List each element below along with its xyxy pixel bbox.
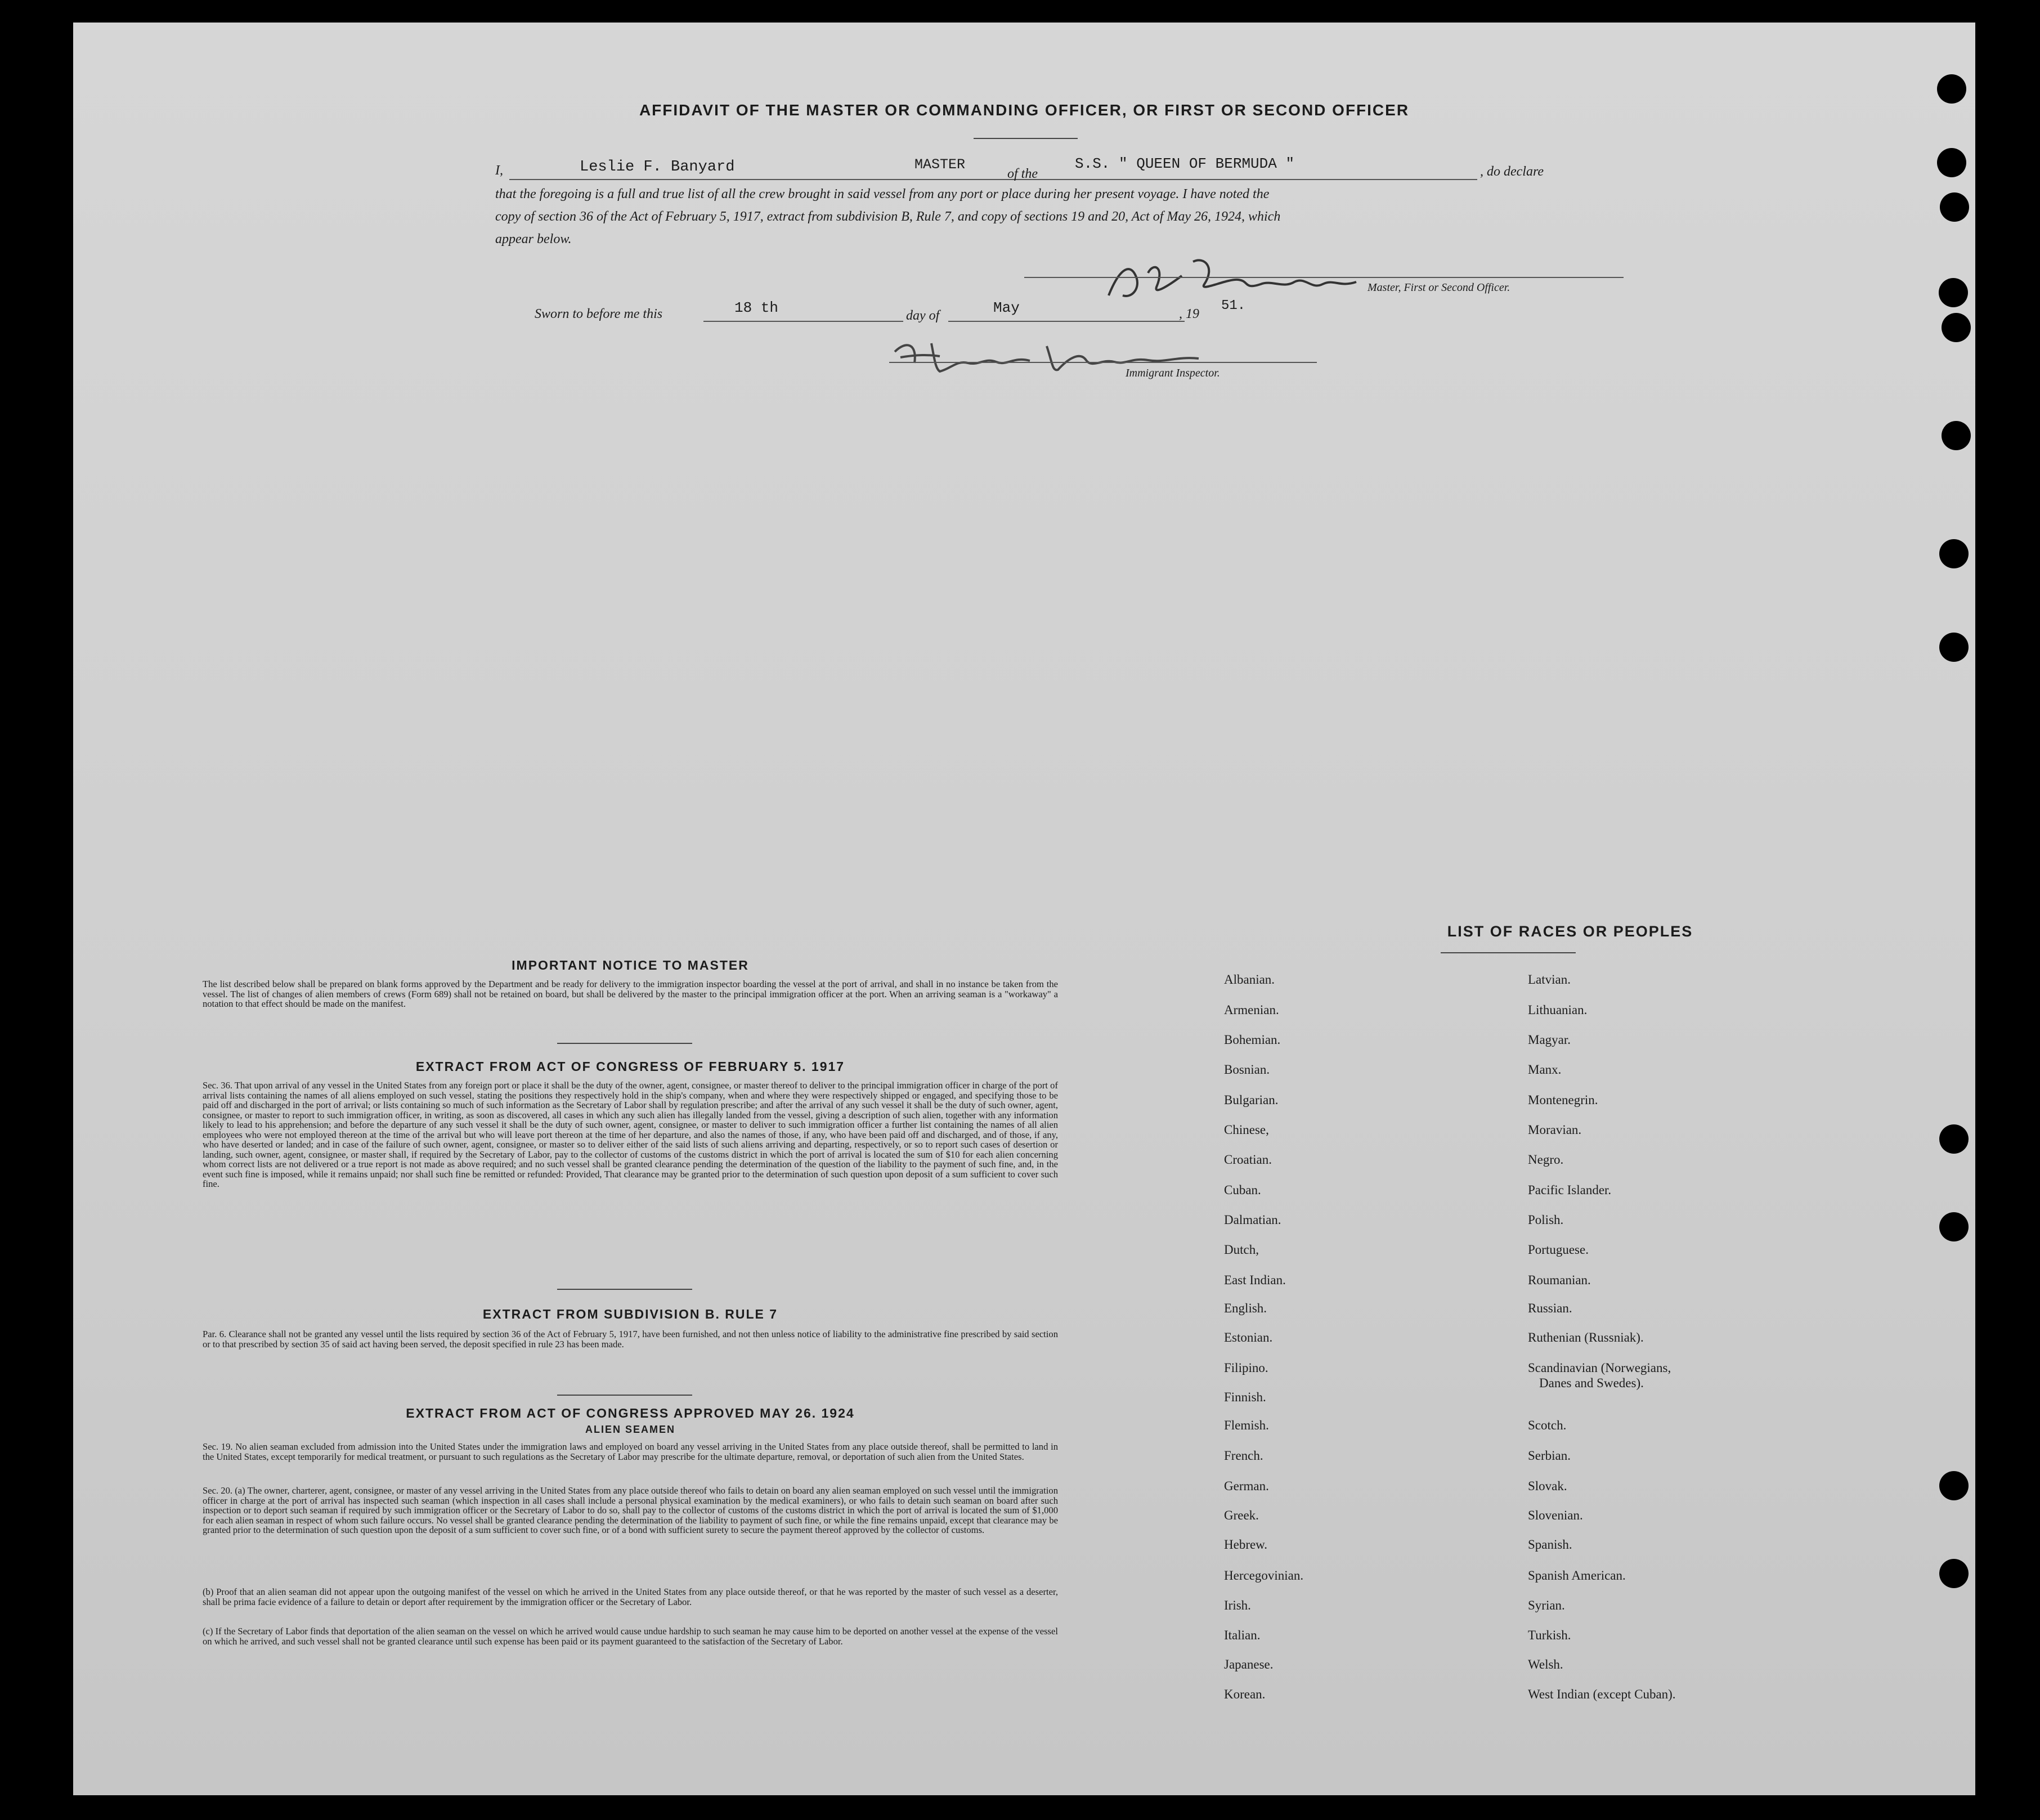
race-item: Moravian. <box>1528 1123 1582 1137</box>
year-suffix: 51. <box>1221 298 1246 313</box>
punch-hole <box>1937 74 1966 104</box>
race-item: Bohemian. <box>1224 1033 1281 1047</box>
sec-19-paragraph: Sec. 19. No alien seaman excluded from admission into the United States under the immigration laws and employed on board any vessel arriving in the United States from any place outside thereof, shall be permitted to land in the United States, except temporarily for medical treatment, or pursuant to such regulations as the Secretary of Labor may prescribe for the ultimate departure, removal, or deportation of such alien from the United States. <box>203 1441 1058 1462</box>
race-item: Scandinavian (Norwegians, <box>1528 1361 1671 1375</box>
race-item: Ruthenian (Russniak). <box>1528 1330 1644 1344</box>
race-item: Chinese, <box>1224 1123 1269 1137</box>
extract-rule7-body: Par. 6. Clearance shall not be granted any vessel until the lists required by section 36 of the Act of February 5, 1917, have been furnished, and not then unless notice of liability to the administrative fine prescribed by said section or to that prescribed by section 35 of said act having been served, the deposit specified in rule 23 has been made. <box>203 1329 1058 1350</box>
race-item: Lithuanian. <box>1528 1003 1588 1017</box>
race-item: Italian. <box>1224 1628 1261 1642</box>
race-item: Latvian. <box>1528 972 1571 987</box>
race-item: English. <box>1224 1301 1267 1315</box>
race-item: Negro. <box>1528 1153 1564 1167</box>
year-prefix: , 19 <box>1179 307 1199 321</box>
race-item: Dutch, <box>1224 1243 1259 1257</box>
race-item: Magyar. <box>1528 1033 1571 1047</box>
master-caption: Master, First or Second Officer. <box>1368 281 1510 294</box>
race-item: Turkish. <box>1528 1628 1571 1642</box>
sec-20a-paragraph: Sec. 20. (a) The owner, charterer, agent, consignee, or master of any vessel arriving in the United States from any place outside thereof who fails to detain on board any alien seaman employed on such vessel until the immigration officer in charge at the port of arrival has inspected such seaman (which inspection in all cases shall include a personal physical examination by the medical examiners), or who fails to detain such seaman on board after such inspection or to deport such seaman if required by such immigration officer or the Secretary of Labor to do so, shall pay to the collector of customs of the customs district in which the port of arrival is located the sum of $1,000 for each alien seaman in respect of whom such failure occurs. No vessel shall be granted clearance pending the determination of the liability to payment of such fine, or while the fine remains unpaid, except that clearance may be granted prior to the determination of such question upon the deposit of a sum sufficient to cover such fine, or of a bond with sufficient surety to secure the payment thereof approved by the collector of customs. <box>203 1485 1058 1535</box>
race-item: Slovenian. <box>1528 1508 1583 1522</box>
extract-rule7-title: EXTRACT FROM SUBDIVISION B. RULE 7 <box>482 1307 778 1321</box>
notice-body: The list described below shall be prepared on blank forms approved by the Department and be ready for delivery to the immigration inspector boarding the vessel at the port of arrival, and shall in no instance be taken from the vessel. The list of changes of alien members of crews (Form 689) shall not be retained on board, but shall be delivered by the master to the principal immigration officer at the port. When an arriving seaman is a "workaway" a notation to that effect should be made on the manifest. <box>203 979 1058 1009</box>
race-item: Danes and Swedes). <box>1539 1376 1644 1390</box>
race-item: Russian. <box>1528 1301 1572 1315</box>
sec-20b-paragraph: (b) Proof that an alien seaman did not appear upon the outgoing manifest of the vessel on which he arrived in the United States from any place outside thereof, or that he was reported by the master of such vessel as a deserter, shall be prima facie evidence of a failure to detain or deport after requirement by the immigration officer or the Secretary of Labor. <box>203 1586 1058 1607</box>
punch-hole <box>1939 1212 1969 1241</box>
race-item: Pacific Islander. <box>1528 1183 1612 1197</box>
race-item: Slovak. <box>1528 1479 1567 1493</box>
punch-hole <box>1939 633 1969 662</box>
extract-1917-title: EXTRACT FROM ACT OF CONGRESS OF FEBRUARY 5. 1917 <box>415 1059 845 1074</box>
extract-1917-rule <box>557 1289 692 1290</box>
race-item: Irish. <box>1224 1598 1251 1612</box>
race-item: Hercegovinian. <box>1224 1568 1304 1583</box>
race-item: Croatian. <box>1224 1153 1272 1167</box>
race-item: Estonian. <box>1224 1330 1273 1344</box>
extract-1917-body: Sec. 36. That upon arrival of any vessel in the United States from any foreign port or place it shall be the duty of the owner, agent, consignee, or master thereof to deliver to the principal immigration officer in charge of the port of arrival lists containing the names of all aliens employed on such vessel, stating the positions they respectively hold in the ship's company, when and where they were respectively shipped or engaged, and specifying those to be paid off and discharged in the port of arrival; or lists containing so much of such information as the Secretary of Labor shall by regulation prescribe; and after the arrival of any such vessel it shall be the duty of such owner, agent, consignee, or master to report to such immigration officer, in writing, as soon as discovered, all cases in which any such alien has illegally landed from the vessel, giving a description of such alien, together with any information likely to lead to his apprehension; and before the departure of any such vessel it shall be the duty of such owner, agent, consignee, or master to deliver to such immigration officer a further list containing the names of all alien employees who were not employed thereon at the time of the arrival but who will leave port thereon at the time of her departure, and also the names of those, if any, who have been paid off and discharged, and of those, if any, who have deserted or landed; and in case of the failure of such owner, agent, consignee, or master so to deliver either of the said lists of such aliens arriving and departing, respectively, or so to report such cases of desertion or landing, such owner, agent, consignee, or master shall, if required by the Secretary of Labor, pay to the collector of customs of the customs district in which the port of arrival is located the sum of $10 for each alien concerning whom correct lists are not delivered or a true report is not made as above required; and no such vessel shall be granted clearance pending the determination of the question of the liability to the payment of such fine, and, in the event such fine is imposed, while it remains unpaid; nor shall such fine be remitted or refunded: Provided, That clearance may be granted prior to the determination of such question upon deposit of a sum sufficient to cover such fine. <box>203 1080 1058 1189</box>
punch-hole <box>1942 313 1971 342</box>
race-item: Hebrew. <box>1224 1537 1268 1552</box>
vessel-name: S.S. " QUEEN OF BERMUDA " <box>1075 155 1295 172</box>
month-value: May <box>993 299 1020 316</box>
race-item: East Indian. <box>1224 1273 1286 1287</box>
notice-rule <box>557 1043 692 1044</box>
master-name: Leslie F. Banyard <box>580 159 735 176</box>
race-item: Japanese. <box>1224 1657 1274 1671</box>
race-item: Portuguese. <box>1528 1243 1589 1257</box>
race-item: Bulgarian. <box>1224 1093 1279 1107</box>
race-item: Cuban. <box>1224 1183 1261 1197</box>
extract-rule7-rule <box>557 1395 692 1396</box>
vessel-line <box>1047 179 1477 180</box>
master-signature-line <box>1024 277 1624 278</box>
inspector-caption: Immigrant Inspector. <box>1126 367 1220 379</box>
day-of-label: day of <box>906 308 940 323</box>
notice-title: IMPORTANT NOTICE TO MASTER <box>512 958 749 972</box>
affidavit-title: AFFIDAVIT OF THE MASTER OR COMMANDING OFFICER, OR FIRST OR SECOND OFFICER <box>639 101 1410 119</box>
name-line <box>509 179 1083 180</box>
race-item: Syrian. <box>1528 1598 1565 1612</box>
race-item: Roumanian. <box>1528 1273 1591 1287</box>
punch-hole <box>1937 148 1966 177</box>
do-declare-label: , do declare <box>1480 164 1544 179</box>
punch-hole <box>1939 1471 1969 1500</box>
document-page <box>73 23 1975 1795</box>
sworn-label: Sworn to before me this <box>535 307 663 321</box>
race-item: Polish. <box>1528 1213 1564 1227</box>
race-item: Dalmatian. <box>1224 1213 1281 1227</box>
inspector-signature-line <box>889 362 1317 363</box>
race-item: Manx. <box>1528 1063 1562 1077</box>
race-item: Spanish. <box>1528 1537 1572 1552</box>
race-item: Welsh. <box>1528 1657 1563 1671</box>
of-the-label: of the <box>1007 167 1038 181</box>
punch-hole <box>1939 1124 1969 1154</box>
punch-hole <box>1939 1559 1969 1588</box>
race-item: Filipino. <box>1224 1361 1268 1375</box>
races-title: LIST OF RACES OR PEOPLES <box>1447 923 1693 940</box>
title-rule <box>974 138 1078 139</box>
race-item: West Indian (except Cuban). <box>1528 1687 1676 1701</box>
race-item: Bosnian. <box>1224 1063 1270 1077</box>
punch-hole <box>1939 278 1968 307</box>
race-item: Flemish. <box>1224 1418 1269 1432</box>
punch-hole <box>1942 421 1971 450</box>
race-item: German. <box>1224 1479 1269 1493</box>
day-line <box>703 321 903 322</box>
declaration-line-2: copy of section 36 of the Act of February 5, 1917, extract from subdivision B, Rule 7, and copy of sections 19 and 20, Act of May 26, 1924, which <box>495 209 1281 224</box>
punch-hole <box>1940 192 1969 222</box>
punch-hole <box>1939 539 1969 568</box>
i-label: I, <box>495 163 503 178</box>
race-item: Korean. <box>1224 1687 1266 1701</box>
master-rank: MASTER <box>914 156 966 173</box>
extract-1924-subtitle: ALIEN SEAMEN <box>585 1424 675 1435</box>
race-item: Albanian. <box>1224 972 1275 987</box>
race-item: Serbian. <box>1528 1449 1571 1463</box>
month-line <box>948 321 1185 322</box>
race-item: Finnish. <box>1224 1390 1266 1404</box>
extract-1924-title: EXTRACT FROM ACT OF CONGRESS APPROVED MAY 26. 1924 <box>406 1406 855 1420</box>
races-rule <box>1441 952 1576 953</box>
race-item: French. <box>1224 1449 1263 1463</box>
declaration-line-3: appear below. <box>495 232 572 246</box>
race-item: Greek. <box>1224 1508 1259 1522</box>
race-item: Scotch. <box>1528 1418 1567 1432</box>
day-value: 18 th <box>734 299 779 316</box>
race-item: Spanish American. <box>1528 1568 1626 1583</box>
race-item: Montenegrin. <box>1528 1093 1598 1107</box>
race-item: Armenian. <box>1224 1003 1279 1017</box>
declaration-line-1: that the foregoing is a full and true list of all the crew brought in said vessel from any port or place during her present voyage. I have noted the <box>495 187 1270 201</box>
sec-20c-paragraph: (c) If the Secretary of Labor finds that deportation of the alien seaman on the vessel on which he arrived would cause undue hardship to such seaman he may cause him to be deported on another vessel at the expense of the vessel on which he arrived, and such vessel shall not be granted clearance until such expense has been paid or its payment guaranteed to the satisfaction of the Secretary of Labor. <box>203 1626 1058 1647</box>
